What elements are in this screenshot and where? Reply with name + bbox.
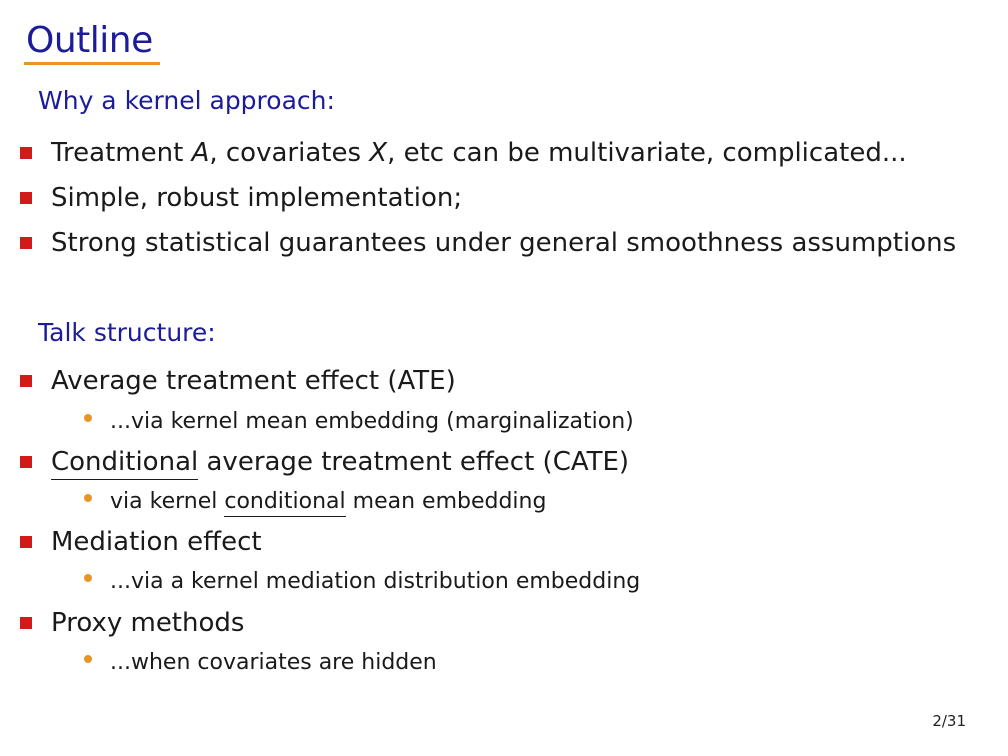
- orange-dot-bullet-icon: [84, 574, 92, 582]
- red-square-bullet-icon: [20, 375, 32, 387]
- bullet-text: Strong statistical guarantees under general smoothness assumptions: [51, 228, 957, 258]
- sub-bullet-text: ...via a kernel mediation distribution embedding: [110, 569, 641, 594]
- orange-dot-bullet-icon: [84, 494, 92, 502]
- sub-bullet-text: ...when covariates are hidden: [110, 650, 437, 675]
- slide-title: Outline: [26, 20, 153, 61]
- bullet-text: Proxy methods: [51, 608, 245, 638]
- sub-bullet-mediation: [84, 569, 640, 594]
- bullet-ate: [20, 366, 456, 396]
- sub-bullet-text: ...via kernel mean embedding (marginalization): [110, 409, 634, 434]
- section-heading-why: Why a kernel approach:: [38, 86, 335, 115]
- red-square-bullet-icon: [20, 536, 32, 548]
- bullet-simple-robust: [20, 183, 462, 213]
- red-square-bullet-icon: [20, 456, 32, 468]
- title-underline-rule: [24, 62, 160, 65]
- bullet-mediation: [20, 527, 262, 557]
- orange-dot-bullet-icon: [84, 655, 92, 663]
- sub-bullet-ate: [84, 409, 634, 434]
- bullet-proxy: [20, 608, 244, 638]
- red-square-bullet-icon: [20, 237, 32, 249]
- orange-dot-bullet-icon: [84, 414, 92, 422]
- red-square-bullet-icon: [20, 192, 32, 204]
- sub-bullet-cate: [84, 489, 546, 514]
- bullet-cate: [20, 447, 629, 477]
- bullet-text: Average treatment effect (ATE): [51, 366, 456, 396]
- underlined-word: Conditional: [51, 447, 198, 480]
- bullet-text: Simple, robust implementation;: [51, 183, 463, 213]
- red-square-bullet-icon: [20, 617, 32, 629]
- sub-bullet-text: via kernel conditional mean embedding: [110, 489, 546, 514]
- bullet-text: Conditional average treatment effect (CATE): [51, 447, 629, 477]
- red-square-bullet-icon: [20, 147, 32, 159]
- underlined-word: conditional: [224, 489, 345, 517]
- page-number: 2/31: [932, 712, 966, 730]
- bullet-text: Treatment A, covariates X, etc can be multivariate, complicated...: [51, 138, 907, 168]
- bullet-text: Mediation effect: [51, 527, 262, 557]
- sub-bullet-proxy: [84, 650, 437, 675]
- section-heading-talk-structure: Talk structure:: [38, 318, 216, 347]
- bullet-guarantees: [20, 228, 956, 258]
- bullet-treatment: [20, 138, 907, 168]
